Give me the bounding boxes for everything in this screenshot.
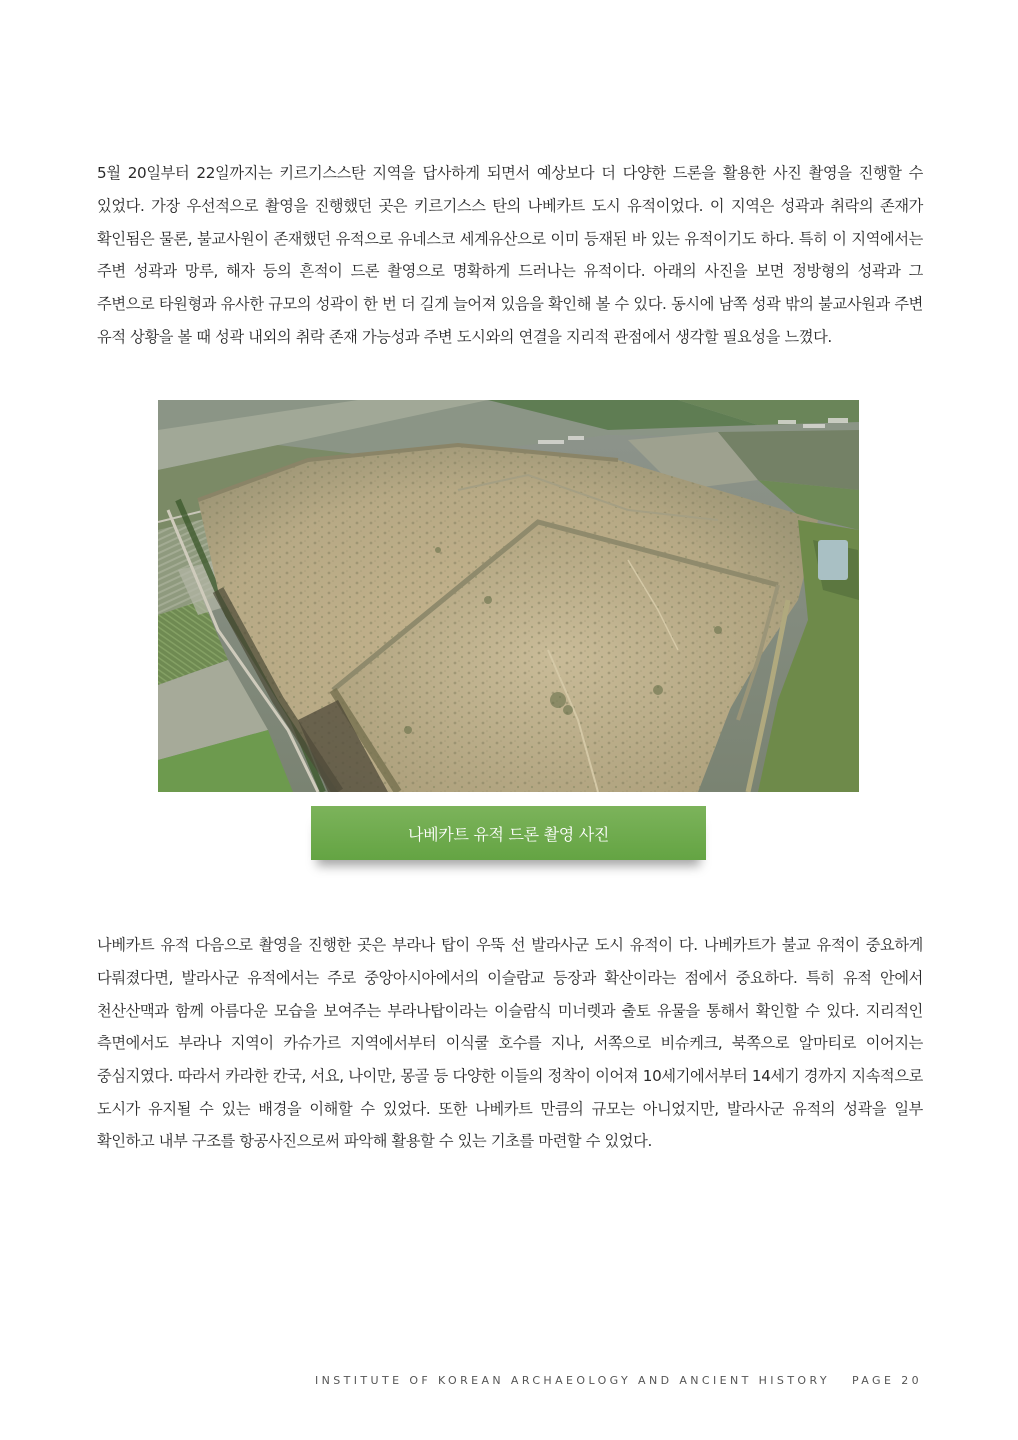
figure-caption: 나베카트 유적 드론 촬영 사진 <box>407 824 610 844</box>
footer-page-number: PAGE 20 <box>851 1374 922 1387</box>
body-paragraph-2: 나베카트 유적 다음으로 촬영을 진행한 곳은 부라나 탑이 우뚝 선 발라사군 도시 유적이 다. 나베카트가 불교 유적이 중요하게 다뤄졌다면, 발라사군 유적에서는 주로 중앙아시아에서의 이슬람교 등장과 확산이라는 점에서 중요하다. 특히 유적 안에서 천산산맥과 함께 아름다운 모습을 보여주는 부라나탑이라는 이슬람식 미너렛과 출토 유물을 통해서 확인할 수 있다. 지리적인 측면에서도 부라나 지역이 카슈가르 지역에서부터 이식쿨 호수를 지나, 서쪽으로 비슈케크, 북쪽으로 알마티로 이어지는 중심지였다. 따라서 카라한 칸국, 서요, 나이만, 몽골 등 다양한 이들의 정착이 이어져 10세기에서부터 14세기 경까지 지속적으로 도시가 유지될 수 있는 배경을 이해할 수 있었다. 또한 나베카트 만큼의 규모는 아니었지만, 발라사군 유적의 성곽을 일부 확인하고 내부 구조를 항공사진으로써 파악해 활용할 수 있는 기초를 마련할 수 있었다. <box>97 936 923 1151</box>
footer-institute: INSTITUTE OF KOREAN ARCHAEOLOGY AND ANCIENT HISTORY <box>314 1374 830 1387</box>
figure-caption-box <box>311 806 706 860</box>
aerial-drone-photo <box>158 400 859 792</box>
body-paragraph-1: 5월 20일부터 22일까지는 키르기스스탄 지역을 답사하게 되면서 예상보다 더 다양한 드론을 활용한 사진 촬영을 진행할 수 있었다. 가장 우선적으로 촬영을 진행했던 곳은 키르기스스 탄의 나베카트 도시 유적이었다. 이 지역은 성곽과 취락의 존재가 확인됨은 물론, 불교사원이 존재했던 유적으로 유네스코 세계유산으로 이미 등재된 바 있는 유적이기도 하다. 특히 이 지역에서는 주변 성곽과 망루, 해자 등의 흔적이 드론 촬영으로 명확하게 드러나는 유적이다. 아래의 사진을 보면 정방형의 성곽과 그 주변으로 타원형과 유사한 규모의 성곽이 한 번 더 길게 늘어져 있음을 확인해 볼 수 있다. 동시에 남쪽 성곽 밖의 불교사원과 주변 유적 상황을 볼 때 성곽 내외의 취락 존재 가능성과 주변 도시와의 연결을 지리적 관점에서 생각할 필요성을 느꼈다. <box>97 164 923 346</box>
page-footer <box>270 1374 922 1387</box>
